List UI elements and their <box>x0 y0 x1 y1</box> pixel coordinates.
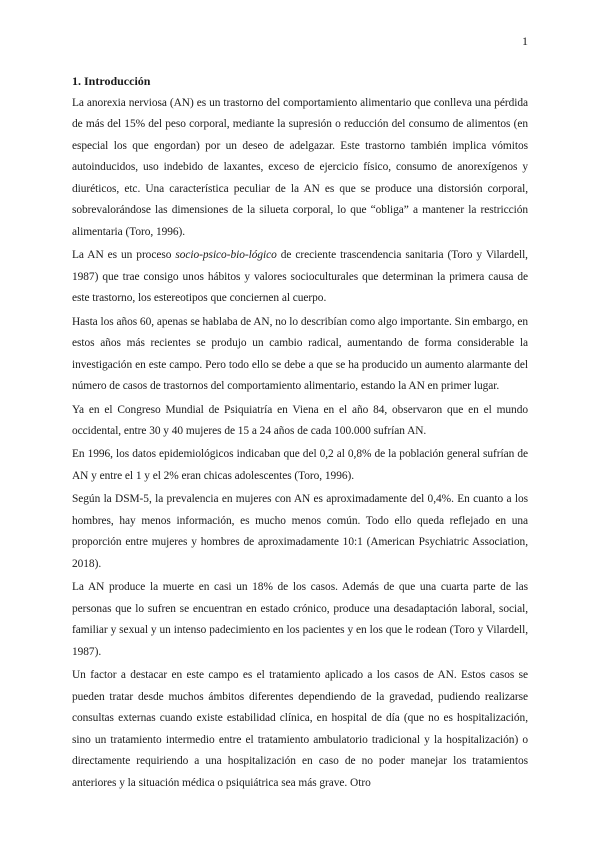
paragraph-treatment: Un factor a destacar en este campo es el tratamiento aplicado a los casos de AN. Estos casos se pueden tratar desde muchos ámbitos diferentes dependiendo de la gravedad, pudiendo realizarse consultas externas cuando existe estabilidad clínica, en hospital de día (que no es hospitalización, sino un tratamiento intermedio entre el tratamiento ambulatorio tradicional y la hospitalización) o directamente requiriendo a una hospitalización en caso de no poder manejar los tratamientos anteriores y la situación médica o psiquiátrica sea más grave. Otro <box>72 669 528 790</box>
document-body <box>72 70 528 796</box>
paragraph-mortality: La AN produce la muerte en casi un 18% de los casos. Además de que una cuarta parte de las personas que lo sufren se encuentran en estado crónico, produce una desadaptación laboral, social, familiar y sexual y un intenso padecimiento en los pacientes y en los que le rodean (Toro y Vilardell, 1987). <box>72 581 528 658</box>
paragraph-epidemiology: En 1996, los datos epidemiológicos indicaban que del 0,2 al 0,8% de la población general sufrían de AN y entre el 1 y el 2% eran chicas adolescentes (Toro, 1996). <box>72 448 528 482</box>
paragraph-process <box>72 245 528 310</box>
paragraph-process-end: de creciente trascendencia sanitaria (Toro y Vilardell, 1987) que trae consigo unos hábitos y valores socioculturales que determinan la primera causa de este trastorno, los estereotipos que conciernen al cuerpo. <box>72 249 528 305</box>
paragraph-dsm5: Según la DSM-5, la prevalencia en mujeres con AN es aproximadamente del 0,4%. En cuanto a los hombres, hay menos información, es mucho menos común. Todo ello queda reflejado en una proporción entre mujeres y hombres de aproximadamente 10:1 (American Psychiatric Association, 2018). <box>72 493 528 570</box>
paragraph-history: Hasta los años 60, apenas se hablaba de AN, no lo describían como algo importante. Sin embargo, en estos años más recientes se produjo un cambio radical, aumentando de forma considerable la investigación en este campo. Pero todo ello se debe a que se ha producido un aumento alarmante del número de casos de trastornos del comportamiento alimentario, estando la AN en primer lugar. <box>72 315 528 393</box>
paragraph-congress: Ya en el Congreso Mundial de Psiquiatría en Viena en el año 84, observaron que en el mundo occidental, entre 30 y 40 mujeres de 15 a 24 años de cada 100.000 sufrían AN. <box>72 403 528 438</box>
section-heading: 1. Introducción <box>72 74 151 88</box>
page-number: 1 <box>522 34 528 48</box>
paragraph-definition: La anorexia nerviosa (AN) es un trastorno del comportamiento alimentario que conlleva una pérdida de más del 15% del peso corporal, mediante la supresión o reducción del consumo de alimentos (en especial los que engordan) por un deseo de adelgazar. Este trastorno también implica vómitos autoinducidos, uso indebido de laxantes, exceso de ejercicio físico, consumo de anorexígenos y diuréticos, etc. Una característica peculiar de la AN es que se produce una distorsión corporal, sobrevalorándose las dimensiones de la silueta corporal, lo que “obliga” a mantener la restricción alimentaria (Toro, 1996). <box>72 96 528 239</box>
paragraph-process-start: La AN es un proceso <box>72 249 176 262</box>
italic-term: socio-psico-bio-lógico <box>175 249 277 262</box>
